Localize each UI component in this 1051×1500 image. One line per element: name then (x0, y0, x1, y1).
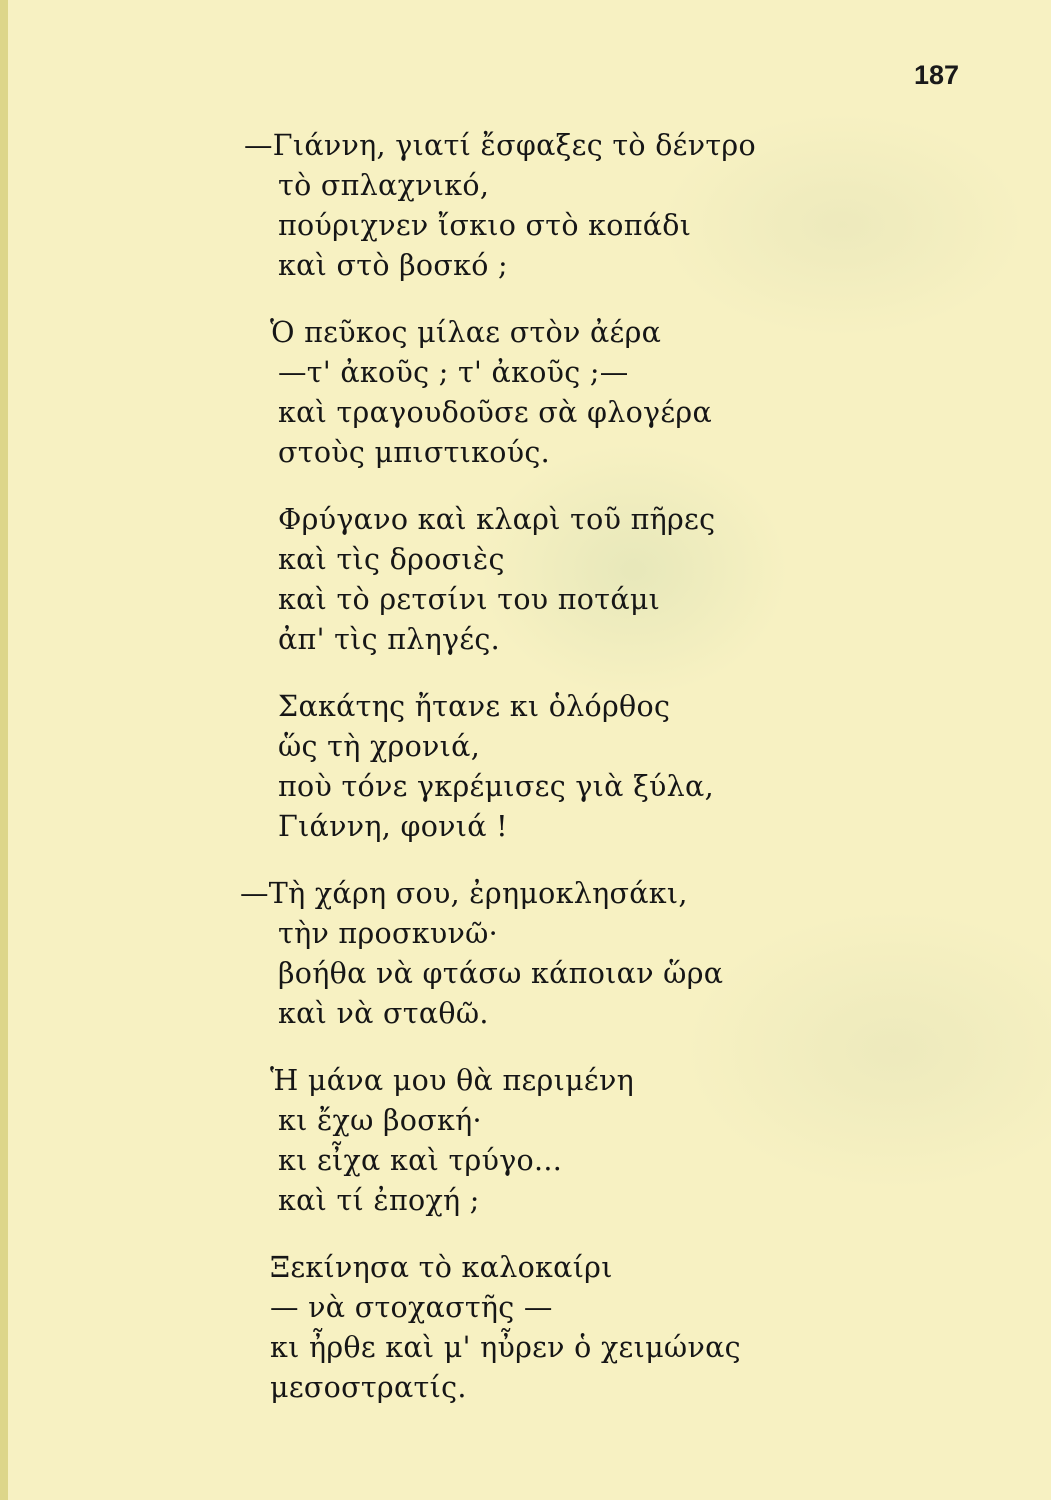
stanza-2 (8, 313, 1008, 473)
poem-line: Γιάννη, φονιά ! (278, 810, 508, 843)
poem-line: Ἡ μάνα μου θὰ περιμένη (270, 1064, 634, 1097)
stanza-1 (8, 126, 1008, 286)
poem-line: καὶ τὸ ρετσίνι του ποτάμι (278, 583, 661, 616)
stanza-5 (8, 874, 1008, 1034)
stanza-3 (8, 500, 1008, 660)
poem-line: Ὁ πεῦκος μίλαε στὸν ἀέρα (270, 316, 662, 349)
stanza-4 (8, 687, 1008, 847)
poem-line: ἀπ' τὶς πληγές. (278, 623, 501, 656)
stanza-6 (8, 1061, 1008, 1221)
poem-line: τὸ σπλαχνικό, (278, 169, 490, 202)
stanza-7 (8, 1248, 1008, 1408)
poem-line: ποὺ τόνε γκρέμισες γιὰ ξύλα, (278, 770, 714, 803)
poem-line: κι ἔχω βοσκή· (278, 1104, 482, 1137)
poem-line: — νὰ στοχαστῆς — (270, 1291, 553, 1324)
poem-line: καὶ τί ἐποχή ; (278, 1184, 480, 1217)
book-page (8, 0, 1051, 1500)
poem-line: —Γιάννη, γιατί ἔσφαξες τὸ δέντρο (244, 129, 756, 162)
poem-line: στοὺς μπιστικούς. (278, 436, 550, 469)
page-number: 187 (914, 60, 960, 90)
poem-line: μεσοστρατίς. (270, 1371, 467, 1404)
poem-line: καὶ τὶς δροσιὲς (278, 543, 505, 576)
poem-line: —Τὴ χάρη σου, ἐρημοκλησάκι, (240, 877, 688, 910)
poem-line: καὶ τραγουδοῦσε σὰ φλογέρα (278, 396, 713, 429)
poem-line: καὶ νὰ σταθῶ. (278, 997, 489, 1030)
poem-line: Σακάτης ἤτανε κι ὁλόρθος (278, 690, 671, 723)
poem-line: πούριχνεν ἴσκιο στὸ κοπάδι (278, 209, 692, 242)
poem-line: κι εἶχα καὶ τρύγο... (278, 1144, 563, 1177)
poem-line: Φρύγανο καὶ κλαρὶ τοῦ πῆρες (278, 503, 716, 536)
poem-line: —τ' ἀκοῦς ; τ' ἀκοῦς ;— (278, 356, 629, 389)
poem-line: καὶ στὸ βοσκό ; (278, 249, 508, 282)
poem-line: βοήθα νὰ φτάσω κάποιαν ὥρα (278, 957, 724, 990)
poem-line: Ξεκίνησα τὸ καλοκαίρι (270, 1251, 613, 1284)
poem-line: κι ἦρθε καὶ μ' ηὖρεν ὁ χειμώνας (270, 1331, 741, 1364)
poem (8, 126, 1008, 1435)
poem-line: ὥς τὴ χρονιά, (278, 730, 481, 763)
poem-line: τὴν προσκυνῶ· (278, 917, 498, 950)
